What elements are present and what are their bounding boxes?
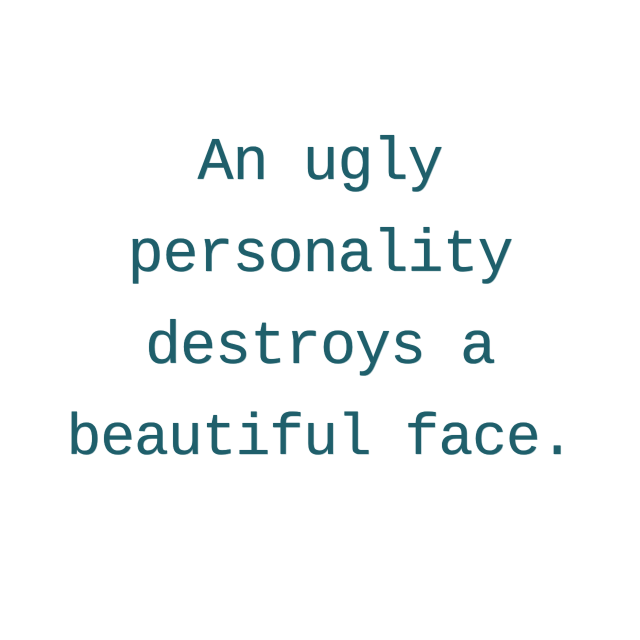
quote-line-3: destroys a	[144, 314, 496, 382]
quote-line-1: An ugly	[197, 130, 443, 198]
quote-text	[0, 118, 640, 486]
quote-line-2: personality	[127, 222, 513, 290]
quote-line-4: beautiful face.	[66, 407, 574, 472]
